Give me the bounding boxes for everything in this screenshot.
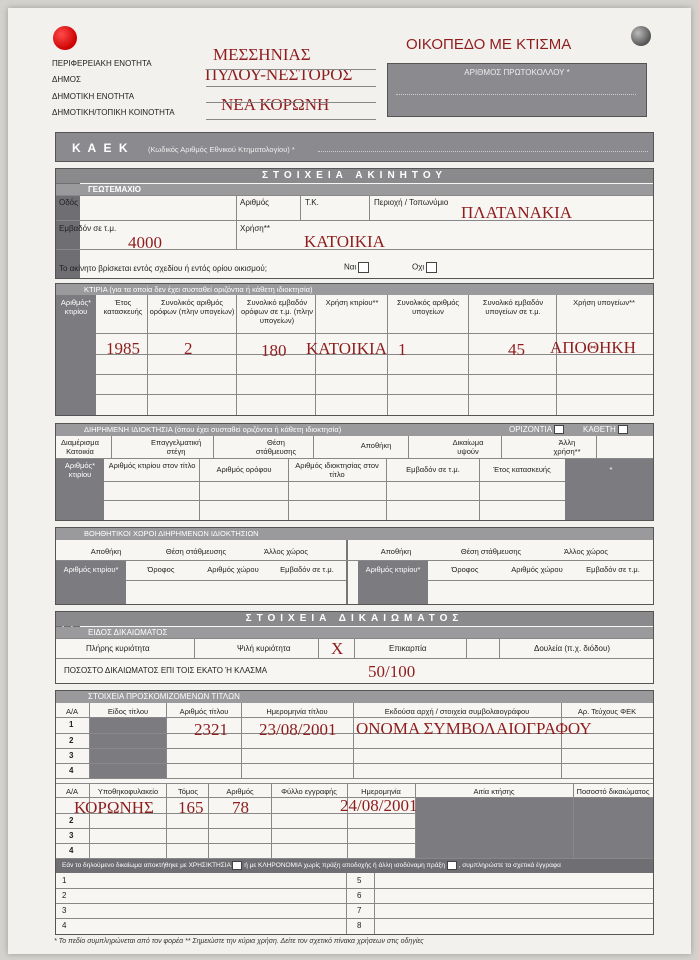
odos-label: Οδός [59,198,78,207]
perioxi-value: ΠΛΑΤΑΝΑΚΙΑ [461,203,573,222]
title-number: 2321 [194,720,228,739]
protocol-box [387,63,647,117]
emvadon-value: 4000 [128,233,162,252]
g2-h2-volume: Τόμος [177,787,199,796]
section-b1 [55,168,654,279]
b3-header-4: Αριθμός ιδιοκτησίας στον τίτλο [295,461,379,479]
pososto-label: ΠΟΣΟΣΤΟ ΔΙΚΑΙΩΜΑΤΟΣ ΕΠΙ ΤΟΙΣ ΕΚΑΤΟ Ή ΚΛΑΣΜΑ [64,666,268,675]
g2-h2-date: Ημερομηνία [361,787,401,796]
section-g1 [55,611,654,684]
b4-right-header-1: Αριθμός κτιρίου* [365,565,421,574]
katheti-label: ΚΑΘΕΤΗ [583,425,616,434]
b4-right-header-3: Αριθμός χώρου [511,565,563,574]
inheritance-text: ή με ΚΛΗΡΟΝΟΜΙΑ χωρίς πράξη αποδοχής ή άλλη ισοδύναμη πράξη [244,862,446,869]
b3-title: ΔΙΗΡΗΜΕΝΗ ΙΔΙΟΚΤΗΣΙΑ (όπου έχει συσταθεί οριζόντια ή κάθετη ιδιοκτησία) [56,424,653,436]
b3-type-5: Δικαίωμα υψούν [452,438,484,456]
b2-header-2: Έτος κατασκευής [103,298,143,316]
kaek-code: Κ Α Ε Κ [72,141,130,155]
b4-left-type-1: Αποθήκη [90,547,122,556]
xrisi-label: Χρήση** [240,224,270,233]
b3-header-1: Αριθμός* κτιρίου [64,461,96,479]
footer-note: * Το πεδίο συμπληρώνεται από τον φορέα ** Σημειώστε την κύρια χρήση. Δείτε τον σχετικό πίνακα χρήσεων στις οδηγίες [54,938,424,945]
b4-right-header-4: Εμβαδόν σε τ.μ. [586,565,640,574]
b4-left-header-4: Εμβαδόν σε τ.μ. [280,565,334,574]
nai-option[interactable] [344,262,369,273]
kaek-box[interactable] [55,132,654,162]
g2-row3-num: 3 [69,751,74,760]
usucapion-text: Εάν το δηλούμενο δικαίωμα αποκτήθηκε με ΧΡΗΣΙΚΤΗΣΙΑ [62,862,231,869]
right-full: Πλήρης κυριότητα [86,644,150,653]
b2-use: ΚΑΤΟΙΚΙΑ [306,339,387,358]
g2-row4-num: 4 [69,766,74,775]
orizontia-label: ΟΡΙΖΟΝΤΙΑ [509,425,552,434]
g2-h2-aa: Α/Α [65,787,79,796]
oxi-checkbox[interactable] [426,262,437,273]
b4-left-type-2: Θέση στάθμευσης [165,547,227,556]
g2-reg-row4-num: 4 [69,846,74,855]
g2-title: ΣΤΟΙΧΕΙΑ ΠΡΟΣΚΟΜΙΖΟΜΕΝΩΝ ΤΙΤΛΩΝ [56,691,653,703]
nai-checkbox[interactable] [358,262,369,273]
b3-type-4: Αποθήκη [360,441,392,450]
oxi-option[interactable] [412,262,437,273]
b4-title: ΒΟΗΘΗΤΙΚΟΙ ΧΩΡΟΙ ΔΙΗΡΗΜΕΝΩΝ ΙΔΙΟΚΤΗΣΙΩΝ [56,528,653,540]
g2-h2-cause: Αιτία κτήσης [473,787,515,796]
arithmos-label: Αριθμός [240,198,270,207]
b3-header-6: Έτος κατασκευής [493,465,551,474]
g2-h2-share: Ποσοστό δικαιώματος [576,787,650,796]
section-g-title: ΣΤΟΙΧΕΙΑ ΔΙΚΑΙΩΜΑΤΟΣ [56,612,653,626]
b2-header-6: Συνολικός αριθμός υπογείων [396,298,459,316]
b3-type-2: Επαγγελματική στέγη [151,438,202,456]
b3-header-3: Αριθμός ορόφου [216,465,272,474]
b4-left-header-2: Όροφος [147,565,175,574]
g2-reg-row2-num: 2 [69,816,74,825]
b4-left-type-3: Άλλος χώρος [264,547,308,556]
bare-ownership-mark: X [331,639,344,658]
notary-name: ΟΝΟΜΑ ΣΥΜΒΟΛΑΙΟΓΡΑΦΟΥ [356,719,592,738]
b4-right-type-2: Θέση στάθμευσης [460,547,522,556]
b1-title: ΓΕΩΤΕΜΑΧΙΟ [56,184,653,195]
g2-reg-row3-num: 3 [69,831,74,840]
g2-h1-date: Ημερομηνία τίτλου [266,707,328,716]
g2-h1-type: Είδος τίτλου [107,707,149,716]
right-bare: Ψιλή κυριότητα [237,644,291,653]
title-date: 23/08/2001 [259,720,337,739]
g2-h1-authority: Εκδούσα αρχή / στοιχεία συμβολαιογράφου [384,707,530,716]
b2-header-5: Χρήση κτιρίου** [325,298,379,307]
b2-year: 1985 [106,339,140,358]
doc-row-1: 1 [62,876,67,885]
right-servitude: Δουλεία (π.χ. διόδου) [534,644,611,653]
protocol-label: ΑΡΙΘΜΟΣ ΠΡΩΤΟΚΟΛΛΟΥ * [464,68,570,77]
g2-h2-registry: Υποθηκοφυλακείο [97,787,159,796]
doc-row-4: 4 [62,921,67,930]
g2-h2-sheet: Φύλλο εγγραφής [281,787,337,796]
orizontia-checkbox[interactable] [554,425,564,434]
emvadon-label: Εμβαδόν σε τ.μ. [59,224,117,233]
oxi-label: Οχι [412,262,425,272]
b4-right-type-3: Άλλος χώρος [564,547,608,556]
b2-basement-use: ΑΠΟΘΗΚΗ [550,338,636,357]
kaek-label: (Κωδικός Αριθμός Εθνικού Κτηματολογίου) * [148,145,295,154]
red-pushpin-icon [53,26,77,50]
b2-title: ΚΤΙΡΙΑ (για τα οποία δεν έχει συσταθεί οριζόντια ή κάθετη ιδιοκτησία) [56,284,653,295]
b3-header-2: Αριθμός κτιρίου στον τίτλο [108,461,196,470]
katheti-checkbox[interactable] [618,425,628,434]
b2-floors: 2 [184,339,193,358]
katheti-option[interactable] [583,425,628,434]
registry-date: 24/08/2001 [340,796,418,815]
right-usufruct: Επικαρπία [389,644,427,653]
registry-volume: 165 [178,798,204,817]
b2-area: 180 [261,341,287,360]
b4-left-header-1: Αριθμός κτιρίου* [63,565,119,574]
g1-title: ΕΙΔΟΣ ΔΙΚΑΙΩΜΑΤΟΣ [56,627,653,638]
perifereiaki-label: ΠΕΡΙΦΕΡΕΙΑΚΗ ΕΝΟΤΗΤΑ [52,59,152,68]
doc-row-2: 2 [62,891,67,900]
doc-row-8: 8 [357,921,362,930]
b3-type-6: Άλλη χρήση** [553,438,581,456]
doc-row-7: 7 [357,906,362,915]
usucapion-checkbox[interactable] [232,861,242,870]
b2-header-8: Χρήση υπογείων** [573,298,635,307]
b4-right-header-2: Όροφος [451,565,479,574]
section-b-title: ΣΤΟΙΧΕΙΑ ΑΚΙΝΗΤΟΥ [56,169,653,183]
doc-row-5: 5 [357,876,362,885]
b2-header-1: Αριθμός* κτιρίου [60,298,92,316]
orizontia-option[interactable] [509,425,564,434]
settlement-question: Το ακίνητο βρίσκεται εντός σχεδίου ή εντός ορίου οικισμού; [59,264,267,273]
doc-row-6: 6 [357,891,362,900]
attach-docs-text: , συμπληρώστε τα σχετικά έγγραφα [458,862,561,869]
tk-label: Τ.Κ. [305,198,319,207]
gray-pushpin-icon [631,26,651,46]
dimos-label: ΔΗΜΟΣ [52,75,81,84]
form-sheet [8,8,691,954]
g2-h2-number: Αριθμός [226,787,254,796]
b3-type-3: Θέση στάθμευσης [255,438,297,456]
nai-label: Ναι [344,262,357,272]
b4-left-header-3: Αριθμός χώρου [207,565,259,574]
koinotita-value: ΝΕΑ ΚΟΡΩΝΗ [221,95,330,114]
registry-number: 78 [232,798,249,817]
doc-row-3: 3 [62,906,67,915]
g2-h1-aa: Α/Α [65,707,79,716]
b4-right-type-1: Αποθήκη [380,547,412,556]
b3-header-7: * [609,465,613,474]
g2-h1-number: Αριθμός τίτλου [179,707,229,716]
xrisi-value: ΚΑΤΟΙΚΙΑ [304,232,385,251]
pososto-value: 50/100 [368,662,416,681]
b2-header-7: Συνολικό εμβαδόν υπογείων σε τ.μ. [482,298,544,316]
section-b3 [55,423,654,521]
b3-header-5: Εμβαδόν σε τ.μ. [406,465,460,474]
inheritance-checkbox[interactable] [447,861,457,870]
b2-header-3: Συνολικός αριθμός ορόφων (πλην υπογείων) [149,298,235,316]
b2-header-4: Συνολικό εμβαδόν ορόφων σε τ.μ. (πλην υπογείων) [240,298,314,325]
g2-h1-fek: Αρ. Τεύχους ΦΕΚ [577,707,637,716]
g2-row2-num: 2 [69,736,74,745]
section-b4 [55,527,654,605]
acquisition-bar [56,859,653,873]
g2-row1-num: 1 [69,720,74,729]
koinotita-label: ΔΗΜΟΤΙΚΗ/ΤΟΠΙΚΗ ΚΟΙΝΟΤΗΤΑ [52,108,175,117]
property-type-title: ΟΙΚΟΠΕΔΟ ΜΕ ΚΤΙΣΜΑ [406,36,572,53]
b3-type-1: Διαμέρισμα Κατοικία [61,438,99,456]
dimos-value: ΠΥΛΟΥ-ΝΕΣΤΟΡΟΣ [205,65,353,84]
section-b2 [55,283,654,416]
registry-office: ΚΟΡΩΝΗΣ [74,798,154,817]
section-g2 [55,690,654,935]
b2-basement-area: 45 [508,340,525,359]
dimotiki-label: ΔΗΜΟΤΙΚΗ ΕΝΟΤΗΤΑ [52,92,135,101]
perifereiaki-value: ΜΕΣΣΗΝΙΑΣ [213,45,311,64]
b2-basements: 1 [398,340,407,359]
perioxi-label: Περιοχή / Τοπωνύμιο [374,198,449,207]
